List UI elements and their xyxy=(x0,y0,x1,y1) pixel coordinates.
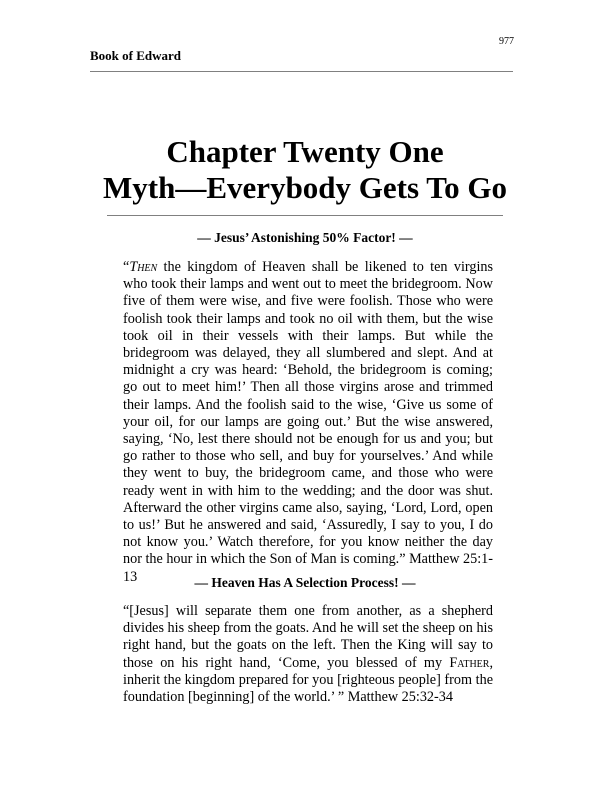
quote-body-end: , inherit the kingdom prepared for you [righteous people] from the foundation [beginning] of the world.’ ” Matthew 25:32-34 xyxy=(123,654,493,706)
quote-father-word: Father xyxy=(449,654,490,671)
section-heading: — Heaven Has A Selection Process! — xyxy=(194,575,416,590)
scripture-quote xyxy=(123,259,493,586)
title-divider xyxy=(107,215,503,216)
chapter-title xyxy=(90,134,520,206)
quote-body: the kingdom of Heaven shall be likened to ten virgins who took their lamps and went out to meet the bridegroom. Now five of them were wise, and five were foolish. Those who were foolish took their lamps and took no oil with them, but the wise took oil in their vessels with their lamps. But while the bridegroom was delayed, they all slumbered and slept. And at midnight a cry was heard: ‘Behold, the bridegroom is coming; go out to meet him!’ Then all those virgins arose and trimmed their lamps. And the foolish said to the wise, ‘Give us some of your oil, for our lamps are going out.’ But the wise answered, saying, ‘No, lest there should not be enough for us and you; but go rather to those who sell, and buy for yourselves.’ And while they went to buy, the bridegroom came, and those who were ready went in with him to the wedding; and the door was shut. Afterward the other virgins came also, saying, ‘Lord, Lord, open to us!’ But he answered and said, ‘Assuredly, I say to you, I do not know you.’ Watch therefore, for you know neither the day nor the hour in which the Son of Man is coming.” Matthew 25:1-13 xyxy=(123,259,493,585)
section-heading: — Jesus’ Astonishing 50% Factor! — xyxy=(197,230,413,245)
quote-body: “[Jesus] will separate them one from another, as a shepherd divides his sheep from the goats. And he will set the sheep on his right hand, but the goats on the left. Then the King will say to those on his right hand, ‘Come, you blessed of my xyxy=(123,603,493,671)
chapter-subtitle: Myth—Everybody Gets To Go xyxy=(103,170,507,205)
chapter-number: Chapter Twenty One xyxy=(166,134,444,169)
scripture-quote xyxy=(123,603,493,706)
running-header: Book of Edward xyxy=(90,48,182,63)
page-number: 977 xyxy=(499,36,514,47)
quote-lead-word: Then xyxy=(129,259,158,275)
quote-open-mark: “ xyxy=(123,259,130,275)
header-divider xyxy=(90,71,513,72)
